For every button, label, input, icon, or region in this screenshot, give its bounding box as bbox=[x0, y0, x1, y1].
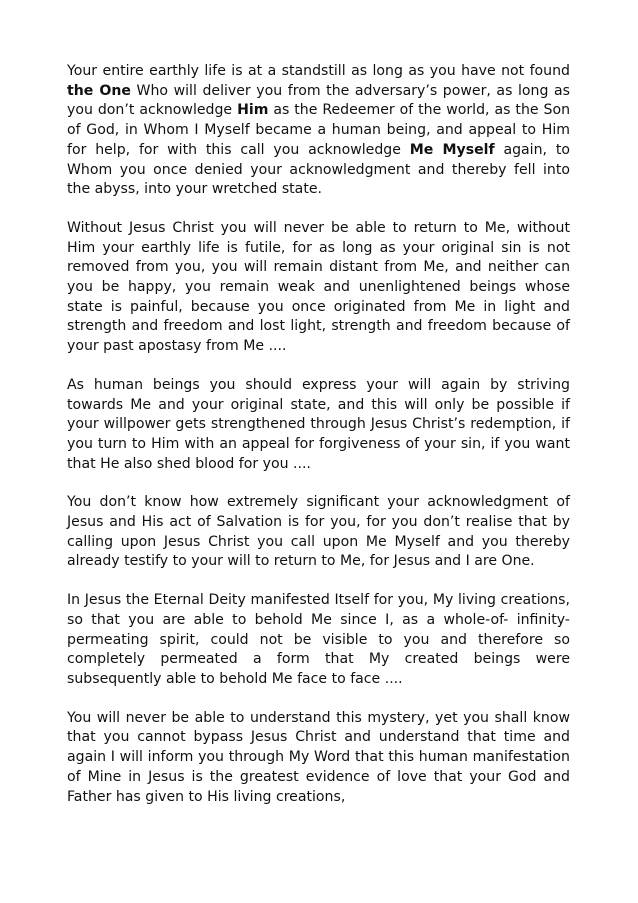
paragraph-3 bbox=[67, 376, 570, 475]
paragraph-5 bbox=[67, 591, 570, 690]
paragraph-text: Your entire earthly life is at a standstill as long as you have not found bbox=[67, 63, 570, 79]
paragraph-4 bbox=[67, 493, 570, 572]
paragraph-text: Who will deliver you from the adversary’s power, as long as you don’t acknowledge bbox=[67, 82, 570, 119]
paragraph-1 bbox=[67, 62, 570, 200]
paragraph-text: You don’t know how extremely significant your acknowledgment of Jesus and His act of Salvation is for you, for you don’t realise that by calling upon Jesus Christ you call upon Me Myself and you thereby already testify to your will to return to Me, for Jesus and I are One. bbox=[67, 494, 570, 570]
paragraph-text: In Jesus the Eternal Deity manifested Itself for you, My living creations, so that you are able to behold Me since I, as a whole-of- infinity-permeating spirit, could not be visible to you and therefore so completely permeated a form that My created beings were subsequently able to behold Me face to face .... bbox=[67, 592, 570, 687]
paragraph-text: Without Jesus Christ you will never be able to return to Me, without Him your earthly life is futile, for as long as your original sin is not removed from you, you will remain distant from Me, and neither can you be happy, you remain weak and unenlightened beings whose state is painful, because you once originated from Me in light and strength and freedom and lost light, strength and freedom because of your past apostasy from Me .... bbox=[67, 219, 570, 355]
paragraph-2 bbox=[67, 219, 570, 357]
emphasis-him: Him bbox=[237, 102, 269, 119]
paragraph-6 bbox=[67, 709, 570, 808]
emphasis-the-one: the One bbox=[67, 82, 131, 99]
paragraph-text: as the Redeemer of the world, as the Son of God, in Whom I Myself became a human being, and appeal to Him for help, for with this call you acknowledge bbox=[67, 102, 571, 158]
paragraph-text: again, to Whom you once denied your acknowledgment and thereby fell into the abyss, into your wretched state. bbox=[67, 141, 570, 198]
paragraph-text: You will never be able to understand this mystery, yet you shall know that you cannot bypass Jesus Christ and understand that time and again I will inform you through My Word that this human manifestation of Mine in Jesus is the greatest evidence of love that your God and Father has given to His living creations, bbox=[67, 709, 570, 805]
document-body bbox=[67, 62, 570, 807]
paragraph-text: As human beings you should express your will again by striving towards Me and your original state, and this will only be possible if your willpower gets strengthened through Jesus Christ’s redemption, if you turn to Him with an appeal for forgiveness of your sin, if you want that He also shed blood for you .... bbox=[67, 376, 570, 472]
emphasis-me-myself: Me Myself bbox=[409, 141, 495, 158]
